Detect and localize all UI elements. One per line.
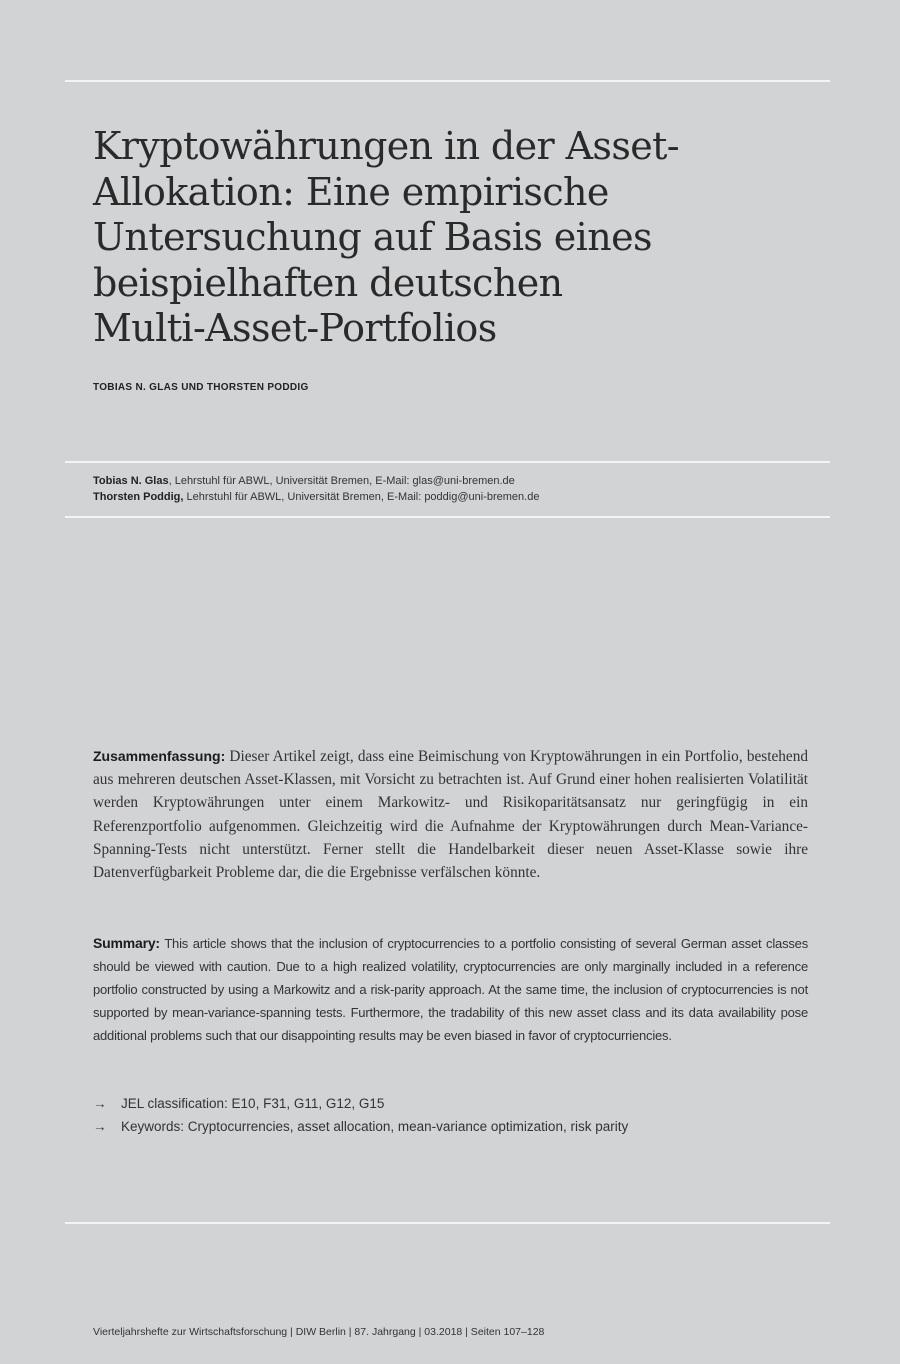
german-abstract	[93, 745, 808, 884]
jel-classification: JEL classification: E10, F31, G11, G12, G15	[121, 1096, 385, 1111]
zusammenfassung-text: Dieser Artikel zeigt, dass eine Beimischung von Kryptowährungen in ein Portfolio, bestehend aus mehreren deutschen Asset-Klassen, mit Vorsicht zu betrachten ist. Auf Grund einer hohen realisierten Volatilität werden Kryptowährungen unter einem Markowitz- und Risikoparitätsansatz nur geringfügig in ein Referenzportfolio aufgenommen. Gleichzeitig wird die Aufnahme der Kryptowährungen durch Mean-Variance-Spanning-Tests nicht unterstützt. Ferner stellt die Handelbarkeit dieser neuen Asset-Klasse sowie ihre Datenverfügbarkeit Probleme dar, die die Ergebnisse verfälschen könnte.	[93, 748, 808, 882]
title-line: Multi-Asset-Portfolios	[93, 306, 497, 350]
summary-label: Summary:	[93, 935, 160, 951]
title-line: Untersuchung auf Basis eines	[93, 215, 652, 259]
affiliation-line	[93, 473, 539, 489]
list-item	[93, 1115, 628, 1138]
affiliation-top-rule	[65, 461, 830, 463]
bottom-rule	[65, 1222, 830, 1224]
affiliation-bottom-rule	[65, 516, 830, 518]
title-line: Allokation: Eine empirische	[93, 169, 609, 214]
affiliation-line	[93, 489, 539, 505]
summary-text: This article shows that the inclusion of cryptocurrencies to a portfolio consisting of several German asset classes should be viewed with caution. Due to a high realized volatility, cryptocurrencies are only marginally included in a reference portfolio constructed by using a Markowitz and a risk-parity approach. At the same time, the inclusion of cryptocurrencies is not supported by mean-variance-spanning tests. Furthermore, the tradability of this new asset class and its data availability pose additional problems such that our disappointing results may be even biased in favor of cryptocurriencies.	[93, 936, 808, 1043]
title-line: beispielhaften deutschen	[93, 260, 563, 305]
keywords: Keywords: Cryptocurrencies, asset allocation, mean-variance optimization, risk parity	[121, 1119, 629, 1134]
affiliation-name: Tobias N. Glas	[93, 475, 169, 487]
affiliation-name: Thorsten Poddig,	[93, 491, 184, 503]
affiliation-text: , Lehrstuhl für ABWL, Universität Bremen, E-Mail: glas@uni-bremen.de	[168, 475, 515, 487]
top-rule	[65, 80, 830, 82]
keyword-list	[93, 1092, 628, 1138]
title-line: Kryptowährungen in der Asset-	[93, 124, 680, 168]
affiliation-text: Lehrstuhl für ABWL, Universität Bremen, E-Mail: poddig@uni-bremen.de	[183, 491, 540, 503]
list-item	[93, 1092, 628, 1115]
zusammenfassung-label: Zusammenfassung:	[93, 748, 226, 764]
author-byline: TOBIAS N. GLAS UND THORSTEN PODDIG	[93, 382, 309, 393]
english-abstract	[93, 932, 808, 1047]
arrow-right-icon: →	[93, 1096, 107, 1111]
paper-title	[93, 124, 813, 352]
affiliations	[93, 473, 539, 505]
journal-footer: Vierteljahrshefte zur Wirtschaftsforschung | DIW Berlin | 87. Jahrgang | 03.2018 | Seiten 107–128	[93, 1326, 545, 1338]
arrow-right-icon: →	[93, 1119, 107, 1134]
